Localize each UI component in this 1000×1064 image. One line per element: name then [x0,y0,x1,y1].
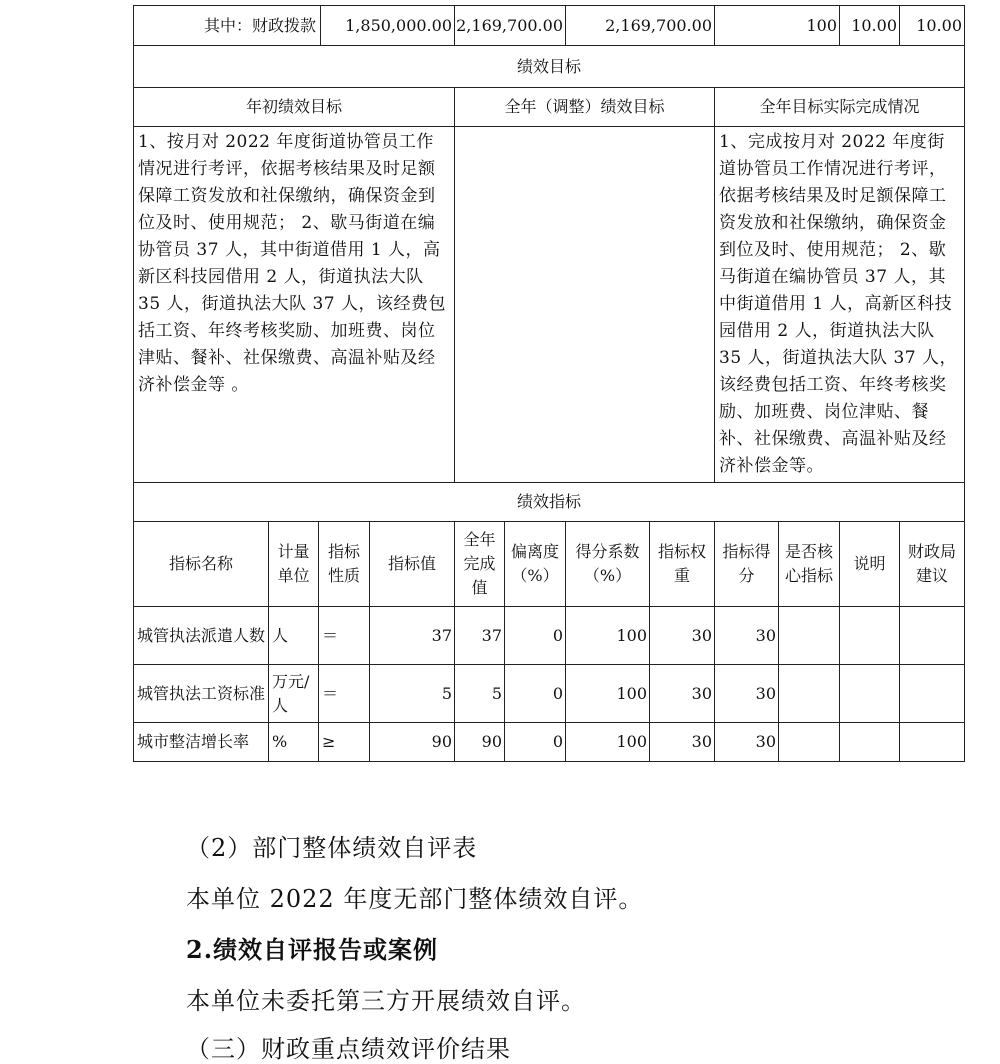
header-score [714,521,778,606]
row-1-deviation: 0 [504,606,565,664]
row-3-score: 30 [714,722,778,762]
indicators-section-title: 绩效指标 [133,482,965,521]
goals-adjusted-text [454,126,714,482]
row1-label [133,5,320,45]
row-2-core [778,664,839,722]
goals-col-initial: 年初绩效目标 [133,87,454,126]
header-advice [899,521,965,606]
row-2-done: 5 [454,664,504,722]
row-3-advice [899,722,965,762]
row-1-coef: 100 [565,606,649,664]
row1-value-1: 1,850,000.00 [320,5,454,45]
row-2-nature: ＝ [318,664,369,722]
header-advice-text: 财政局建议 [907,542,956,585]
header-done-text: 全年完成值 [463,530,496,597]
row-2-deviation: 0 [504,664,565,722]
row-2-coef: 100 [565,664,649,722]
row-1-value: 37 [369,606,454,664]
row1-value-4: 100 [714,5,839,45]
row-1-name: 城管执法派遣人数 [133,606,268,664]
row1-value-3: 2,169,700.00 [565,5,714,45]
row-2-unit: 万元/人 [268,664,318,722]
header-core [778,521,839,606]
row1-value-6: 10.00 [899,5,965,45]
row-1-weight: 30 [649,606,714,664]
row1-value-5: 10.00 [839,5,899,45]
row-3-unit: % [268,722,318,762]
header-coef [565,521,649,606]
header-unit [268,521,318,606]
row-3-core [778,722,839,762]
header-coef-text: 得分系数（%） [575,542,640,585]
subheading-2: （2）部门整体绩效自评表 [186,834,478,862]
heading-self-eval-report: 2.绩效自评报告或案例 [186,935,439,964]
row-3-weight: 30 [649,722,714,762]
header-weight [649,521,714,606]
row-1-score: 30 [714,606,778,664]
header-value-text: 指标值 [387,554,436,573]
header-done [454,521,504,606]
row-3-note [839,722,899,762]
row-3-coef: 100 [565,722,649,762]
subheading-3: （三）财政重点绩效评价结果 [186,1035,511,1063]
subheading-2-text: 本单位 2022 年度无部门整体绩效自评。 [186,885,644,913]
row-3-name: 城市整洁增长率 [133,722,268,762]
row-2-weight: 30 [649,664,714,722]
row-1-advice [899,606,965,664]
header-deviation [504,521,565,606]
row-2-advice [899,664,965,722]
header-value [369,521,454,606]
goals-section-title: 绩效目标 [133,45,965,87]
goals-initial-text: 1、按月对 2022 年度街道协管员工作情况进行考评，依据考核结果及时足额保障工资发放和社保缴纳，确保资金到位及时、使用规范； 2、歇马街道在编协管员 37 人，其中街道借用 1 人，高新区科技园借用 2 人，街道执法大队 35 人，街道执法大队 37 人，该经费包括工资、年终考核奖励、加班费、岗位津贴、餐补、社保缴费、高温补贴及经济补偿金等 。 [133,126,454,482]
header-weight-text: 指标权重 [657,542,706,585]
header-unit-text: 计量单位 [277,542,310,585]
goals-actual-text: 1、完成按月对 2022 年度街道协管员工作情况进行考评，依据考核结果及时足额保障工资发放和社保缴纳，确保资金到位及时、使用规范； 2、歇马街道在编协管员 37 人，其中街道借用 1 人，高新区科技园借用 2 人，街道执法大队 35 人，街道执法大队 37 人，该经费包括工资、年终考核奖励、加班费、岗位津贴、餐补、社保缴费、高温补贴及经济补偿金等。 [714,126,965,482]
row-3-value: 90 [369,722,454,762]
heading-self-eval-report-text: 本单位未委托第三方开展绩效自评。 [186,987,586,1015]
row-1-core [778,606,839,664]
header-name-text: 指标名称 [168,554,233,573]
row-2-score: 30 [714,664,778,722]
row1-value-2: 2,169,700.00 [454,5,565,45]
header-deviation-text: 偏离度（%） [510,542,559,585]
row1-label-text: 其中：财政拨款 [203,15,316,35]
header-core-text: 是否核心指标 [784,542,833,585]
header-nature-text: 指标性质 [327,542,360,585]
row-2-note [839,664,899,722]
goals-col-actual: 全年目标实际完成情况 [714,87,965,126]
header-note-text: 说明 [853,554,886,573]
row-2-name: 城管执法工资标准 [133,664,268,722]
header-name [133,521,268,606]
row-3-deviation: 0 [504,722,565,762]
header-score-text: 指标得分 [722,542,771,585]
row-3-nature: ≥ [318,722,369,762]
row-1-note [839,606,899,664]
row-3-done: 90 [454,722,504,762]
row-1-unit: 人 [268,606,318,664]
row-1-done: 37 [454,606,504,664]
row-2-value: 5 [369,664,454,722]
row-1-nature: ＝ [318,606,369,664]
header-note [839,521,899,606]
header-nature [318,521,369,606]
goals-col-adjusted: 全年（调整）绩效目标 [454,87,714,126]
